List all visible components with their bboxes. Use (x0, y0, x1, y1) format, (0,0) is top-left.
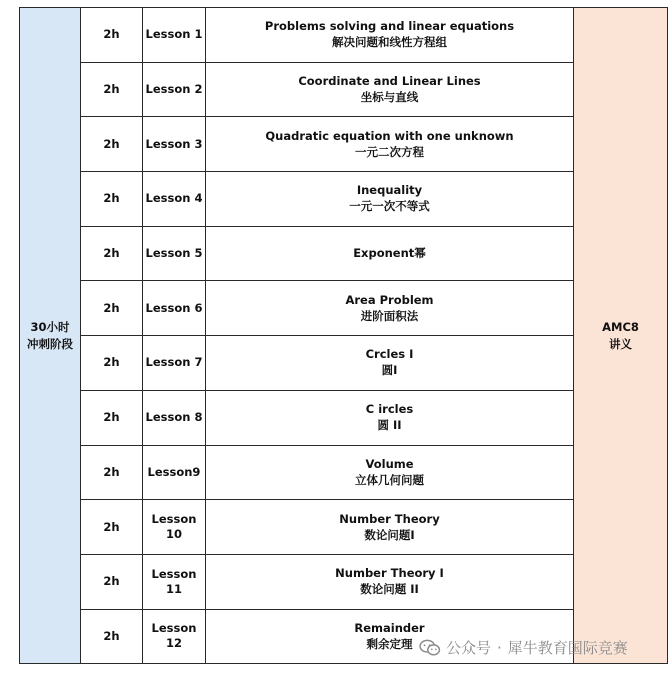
topic-english: Problems solving and linear equations (264, 19, 515, 34)
lesson-number-cell: Lesson 6 (143, 281, 206, 336)
lesson-row (20, 226, 668, 281)
lesson-number-cell: Lesson 3 (143, 117, 206, 172)
topic-chinese: 坐标与直线 (360, 90, 419, 105)
phase-hours: 30小时 (30, 319, 70, 334)
hours-cell: 2h (81, 445, 143, 500)
lesson-row (20, 336, 668, 391)
hours-cell: 2h (81, 8, 143, 63)
topic-english: Number Theory (339, 511, 440, 526)
lesson-number-cell: Lesson 4 (143, 172, 206, 227)
lesson-row (20, 62, 668, 117)
material-type: 讲义 (609, 336, 632, 351)
topic-english: C ircles (365, 402, 414, 417)
phase-stage: 冲刺阶段 (27, 336, 73, 351)
hours-cell: 2h (81, 281, 143, 336)
hours-cell: 2h (81, 172, 143, 227)
topic-english: Number Theory I (335, 566, 444, 581)
hours-cell: 2h (81, 336, 143, 391)
watermark (419, 637, 628, 658)
topic-english: Area Problem (345, 292, 434, 307)
lesson-number-cell: Lesson 1 (143, 8, 206, 63)
topic-english: Volume (365, 456, 414, 471)
topic-english: Quadratic equation with one unknown (265, 128, 514, 143)
watermark-account-name: 犀牛教育国际竞赛 (507, 639, 628, 657)
lesson-number-cell: Lesson9 (143, 445, 206, 500)
course-schedule-table (19, 7, 668, 664)
hours-cell: 2h (81, 62, 143, 117)
lesson-row (20, 554, 668, 609)
topic-cell (206, 500, 574, 555)
lesson-number-cell: Lesson 7 (143, 336, 206, 391)
topic-english: Remainder (354, 620, 425, 635)
topic-chinese: 数论问题 II (360, 582, 419, 597)
material-cell (574, 8, 668, 664)
topic-cell (206, 62, 574, 117)
topic-english: Coordinate and Linear Lines (298, 74, 481, 89)
lesson-number-cell: Lesson 5 (143, 226, 206, 281)
hours-cell: 2h (81, 226, 143, 281)
topic-chinese: 立体几何问题 (355, 472, 424, 487)
topic-chinese: 一元二次方程 (355, 144, 424, 159)
lesson-row (20, 390, 668, 445)
lesson-row (20, 445, 668, 500)
watermark-account-label: 公众号 (446, 639, 492, 657)
hours-cell: 2h (81, 117, 143, 172)
topic-cell (206, 226, 574, 281)
lesson-number-cell: Lesson 12 (143, 609, 206, 664)
lesson-row (20, 117, 668, 172)
topic-english: Inequality (356, 183, 423, 198)
topic-english: Exponent幂 (353, 246, 426, 261)
phase-cell (20, 8, 81, 664)
lesson-number-cell: Lesson 10 (143, 500, 206, 555)
lesson-row (20, 172, 668, 227)
topic-cell (206, 390, 574, 445)
material-title: AMC8 (602, 319, 639, 334)
lesson-row (20, 500, 668, 555)
topic-chinese: 剩余定理 (366, 636, 413, 651)
hours-cell: 2h (81, 609, 143, 664)
lesson-number-cell: Lesson 11 (143, 554, 206, 609)
topic-chinese: 进阶面积法 (360, 308, 419, 323)
topic-chinese: 数论问题I (364, 527, 415, 542)
topic-cell (206, 8, 574, 63)
wechat-icon (419, 639, 441, 657)
lesson-row (20, 281, 668, 336)
topic-chinese: 圆 II (377, 418, 402, 433)
topic-cell (206, 445, 574, 500)
hours-cell: 2h (81, 554, 143, 609)
topic-chinese: 一元一次不等式 (349, 199, 430, 214)
hours-cell: 2h (81, 390, 143, 445)
hours-cell: 2h (81, 500, 143, 555)
topic-cell (206, 117, 574, 172)
topic-cell (206, 172, 574, 227)
watermark-separator: · (497, 638, 502, 657)
topic-cell (206, 281, 574, 336)
lesson-number-cell: Lesson 2 (143, 62, 206, 117)
lesson-row (20, 8, 668, 63)
topic-cell (206, 336, 574, 391)
topic-cell (206, 554, 574, 609)
topic-chinese: 解决问题和线性方程组 (332, 35, 447, 50)
lesson-number-cell: Lesson 8 (143, 390, 206, 445)
topic-english: Crcles I (365, 347, 414, 362)
topic-chinese: 圆I (381, 363, 398, 378)
